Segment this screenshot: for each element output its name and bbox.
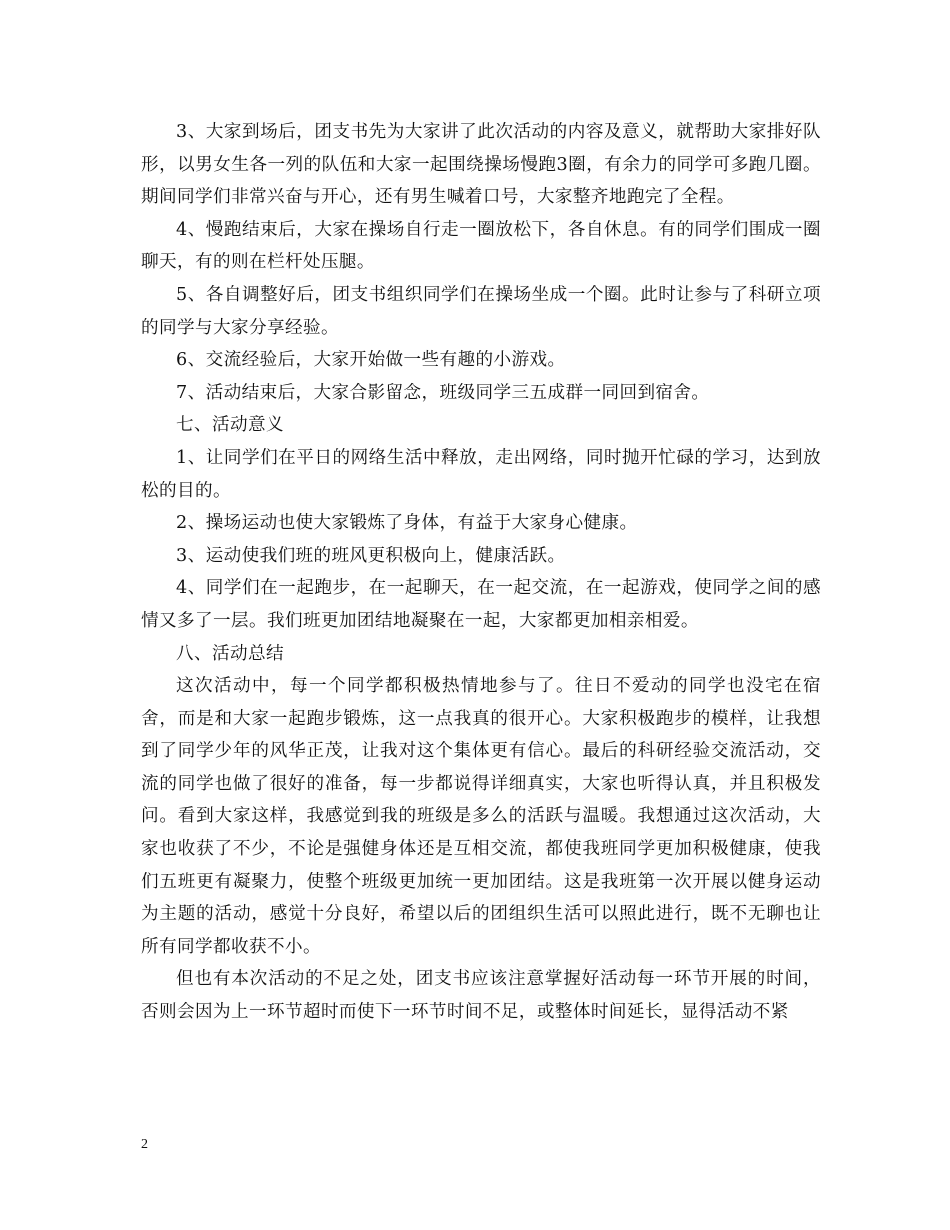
- paragraph-summary-main: 这次活动中，每一个同学都积极热情地参与了。往日不爱动的同学也没宅在宿舍，而是和大家一起跑步锻炼，这一点我真的很开心。大家积极跑步的模样，让我想到了同学少年的风华正茂，让我对这个集体更有信心。最后的科研经验交流活动，交流的同学也做了很好的准备，每一步都说得详细真实，大家也听得认真，并且积极发问。看到大家这样，我感觉到我的班级是多么的活跃与温暖。我想通过这次活动，大家也收获了不少，不论是强健身体还是互相交流，都使我班同学更加积极健康，使我们五班更有凝聚力，使整个班级更加统一更加团结。这是我班第一次开展以健身运动为主题的活动，感觉十分良好，希望以后的团组织生活可以照此进行，既不无聊也让所有同学都收获不小。: [141, 676, 821, 957]
- paragraph-summary-shortcomings: 但也有本次活动的不足之处，团支书应该注意掌握好活动每一环节开展的时间，否则会因为上一环节超时而使下一环节时间不足，或整体时间延长，显得活动不紧: [141, 969, 821, 1023]
- paragraph-significance-1: 1、让同学们在平日的网络生活中释放，走出网络，同时抛开忙碌的学习，达到放松的目的。: [141, 447, 821, 501]
- paragraph-step-5: 5、各自调整好后，团支书组织同学们在操场坐成一个圈。此时让参与了科研立项的同学与大家分享经验。: [141, 284, 821, 338]
- page-number: 2: [141, 1137, 148, 1152]
- section-heading-significance: 七、活动意义: [176, 415, 284, 436]
- section-heading-summary: 八、活动总结: [176, 643, 284, 664]
- paragraph-significance-4: 4、同学们在一起跑步，在一起聊天，在一起交流，在一起游戏，使同学之间的感情又多了一层。我们班更加团结地凝聚在一起，大家都更加相亲相爱。: [141, 578, 821, 631]
- paragraph-step-3: 3、大家到场后，团支书先为大家讲了此次活动的内容及意义，就帮助大家排好队形，以男女生各一列的队伍和大家一起围绕操场慢跑3圈，有余力的同学可多跑几圈。期间同学们非常兴奋与开心，还有男生喊着口号，大家整齐地跑完了全程。: [141, 122, 821, 208]
- document-body: [141, 116, 821, 1029]
- paragraph-step-6: 6、交流经验后，大家开始做一些有趣的小游戏。: [176, 350, 566, 371]
- paragraph-significance-3: 3、运动使我们班的班风更积极向上，健康活跃。: [176, 545, 566, 566]
- paragraph-significance-2: 2、操场运动也使大家锻炼了身体，有益于大家身心健康。: [176, 513, 638, 534]
- paragraph-step-4: 4、慢跑结束后，大家在操场自行走一圈放松下，各自休息。有的同学们围成一圈聊天，有的则在栏杆处压腿。: [141, 219, 821, 273]
- paragraph-step-7: 7、活动结束后，大家合影留念，班级同学三五成群一同回到宿舍。: [176, 382, 710, 403]
